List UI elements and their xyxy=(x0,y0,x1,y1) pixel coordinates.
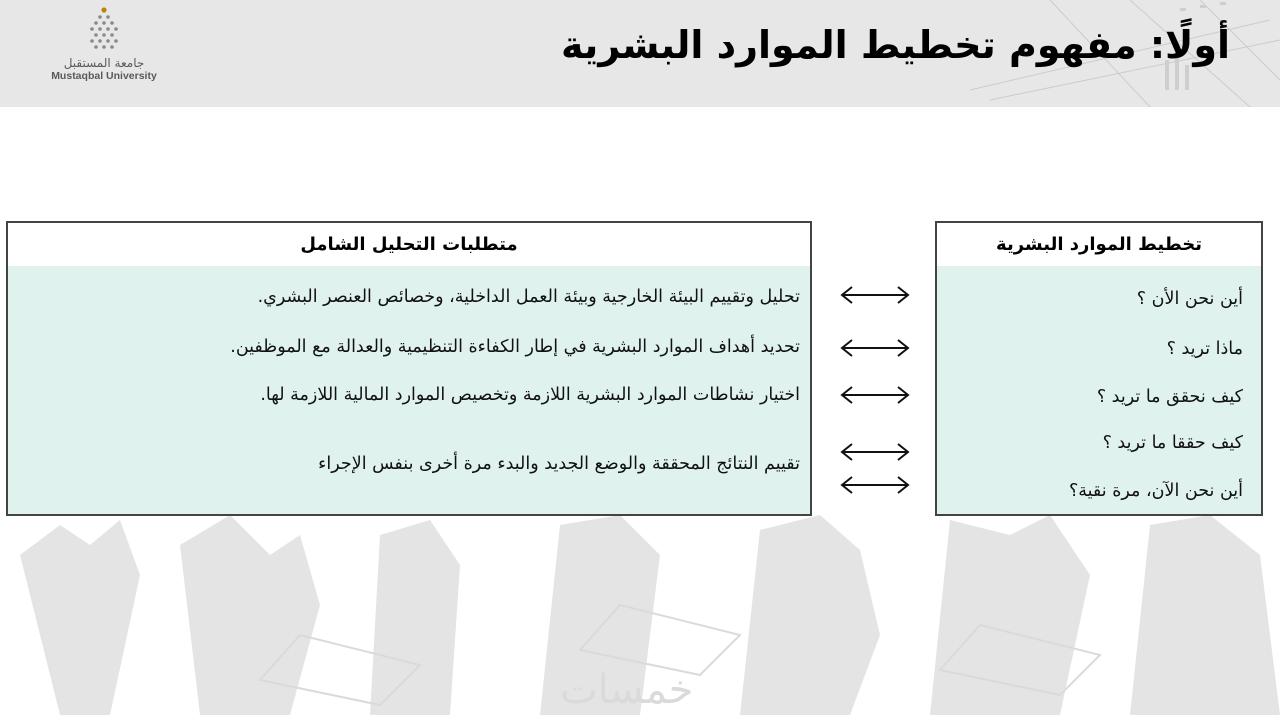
watermark: خمسات xyxy=(560,667,694,713)
requirement-2: تحديد أهداف الموارد البشرية في إطار الكفاءة التنظيمية والعدالة مع الموظفين. xyxy=(230,337,800,357)
hr-question-4: كيف حققا ما تريد ؟ xyxy=(1102,433,1243,453)
hr-question-1: أين نحن الأن ؟ xyxy=(1136,289,1243,309)
header-bar xyxy=(0,0,1280,107)
analysis-requirements-heading: متطلبات التحليل الشامل xyxy=(8,223,810,268)
requirement-1: تحليل وتقييم البيئة الخارجية وبيئة العمل الداخلية، وخصائص العنصر البشري. xyxy=(257,287,800,307)
double-arrow-icon-2 xyxy=(838,338,912,358)
hr-planning-box xyxy=(935,221,1263,516)
requirement-3: اختيار نشاطات الموارد البشرية اللازمة وتخصيص الموارد المالية اللازمة لها. xyxy=(260,385,800,405)
logo-dots-icon xyxy=(87,6,121,52)
requirement-4: تقييم النتائج المحققة والوضع الجديد والبدء مرة أخرى بنفس الإجراء xyxy=(318,454,800,474)
university-logo xyxy=(46,6,162,98)
double-arrow-icon-4 xyxy=(838,442,912,462)
double-arrow-icon-1 xyxy=(838,285,912,305)
hr-planning-heading: تخطيط الموارد البشرية xyxy=(937,223,1261,268)
logo-name-english: Mustaqbal University xyxy=(51,70,157,82)
logo-name-arabic: جامعة المستقبل xyxy=(63,56,145,70)
hr-planning-body xyxy=(937,266,1261,514)
hr-question-5: أين نحن الآن، مرة نقية؟ xyxy=(1068,481,1243,501)
hr-question-3: كيف نحقق ما تريد ؟ xyxy=(1096,387,1243,407)
analysis-requirements-body xyxy=(8,266,810,514)
double-arrow-icon-3 xyxy=(838,385,912,405)
double-arrow-icon-5 xyxy=(838,475,912,495)
page-title: أولًا: مفهوم تخطيط الموارد البشرية xyxy=(561,23,1230,67)
analysis-requirements-box xyxy=(6,221,812,516)
hr-question-2: ماذا تريد ؟ xyxy=(1166,339,1243,359)
